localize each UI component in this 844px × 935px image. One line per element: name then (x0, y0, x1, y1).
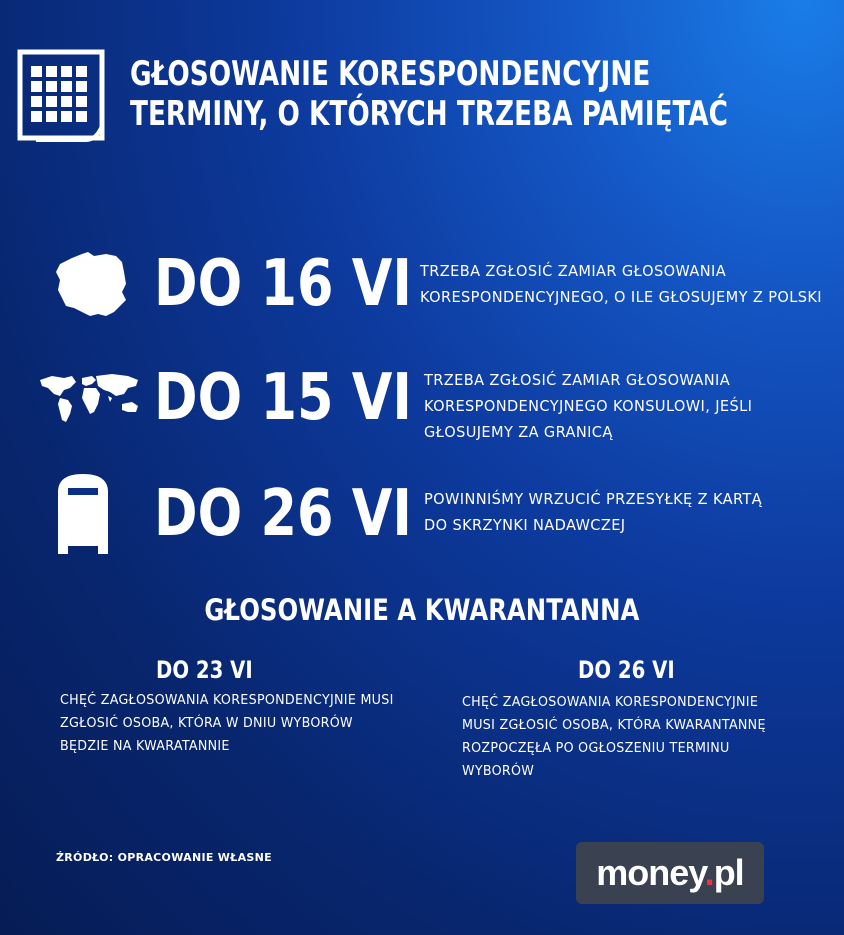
quarantine-desc-2-line-4: WYBORÓW (462, 763, 535, 779)
deadline-desc-1-line-2: KORESPONDENCYJNEGO, O ILE GŁOSUJEMY Z POLSKI (420, 288, 822, 306)
deadline-desc-2-line-2: KORESPONDENCYJNEGO KONSULOWI, JEŚLI (424, 397, 753, 415)
quarantine-desc-1 (60, 689, 394, 758)
deadline-date-1: DO 16 VI (154, 247, 412, 321)
quarantine-desc-2 (462, 691, 766, 783)
deadline-desc-2-line-3: GŁOSUJEMY ZA GRANICĄ (424, 423, 613, 441)
quarantine-date-2: DO 26 VI (578, 656, 675, 684)
quarantine-desc-2-line-2: MUSI ZGŁOSIĆ OSOBA, KTÓRA KWARANTANNĘ (462, 717, 766, 733)
title-line-1: GŁOSOWANIE KORESPONDENCYJNE (130, 54, 651, 94)
title-line-2: TERMINY, O KTÓRYCH TRZEBA PAMIĘTAĆ (130, 94, 728, 134)
poland-map-icon (54, 250, 130, 320)
deadline-desc-2 (424, 367, 752, 445)
deadline-desc-1-line-1: TRZEBA ZGŁOSIĆ ZAMIAR GŁOSOWANIA (420, 262, 727, 280)
quarantine-date-1: DO 23 VI (156, 656, 253, 684)
mailbox-icon (54, 470, 112, 554)
calendar-icon (16, 48, 106, 144)
deadline-desc-2-line-1: TRZEBA ZGŁOSIĆ ZAMIAR GŁOSOWANIA (424, 371, 731, 389)
quarantine-desc-1-line-3: BĘDZIE NA KWARATANNIE (60, 738, 230, 754)
source-note: ŹRÓDŁO: OPRACOWANIE WŁASNE (56, 851, 272, 864)
quarantine-desc-2-line-3: ROZPOCZĘŁA PO OGŁOSZENIU TERMINU (462, 740, 730, 756)
quarantine-desc-2-line-1: CHĘĆ ZAGŁOSOWANIA KORESPONDENCYJNIE (462, 694, 759, 710)
money-pl-logo (576, 842, 764, 904)
deadline-date-2: DO 15 VI (154, 361, 412, 435)
deadline-date-3: DO 26 VI (154, 477, 412, 551)
quarantine-heading (0, 593, 844, 627)
world-map-icon (38, 372, 144, 424)
deadline-desc-1 (420, 258, 822, 310)
deadline-desc-3 (424, 486, 762, 538)
quarantine-desc-1-line-2: ZGŁOSIĆ OSOBA, KTÓRA W DNIU WYBORÓW (60, 715, 353, 731)
deadline-desc-3-line-1: POWINNIŚMY WRZUCIĆ PRZESYŁKĘ Z KARTĄ (424, 490, 763, 508)
logo-text: money.pl (596, 852, 744, 893)
deadline-desc-3-line-2: DO SKRZYNKI NADAWCZEJ (424, 516, 626, 534)
quarantine-heading-text: GŁOSOWANIE A KWARANTANNA (204, 593, 640, 627)
quarantine-desc-1-line-1: CHĘĆ ZAGŁOSOWANIA KORESPONDENCYJNIE MUSI (60, 692, 394, 708)
page-title (130, 54, 825, 134)
